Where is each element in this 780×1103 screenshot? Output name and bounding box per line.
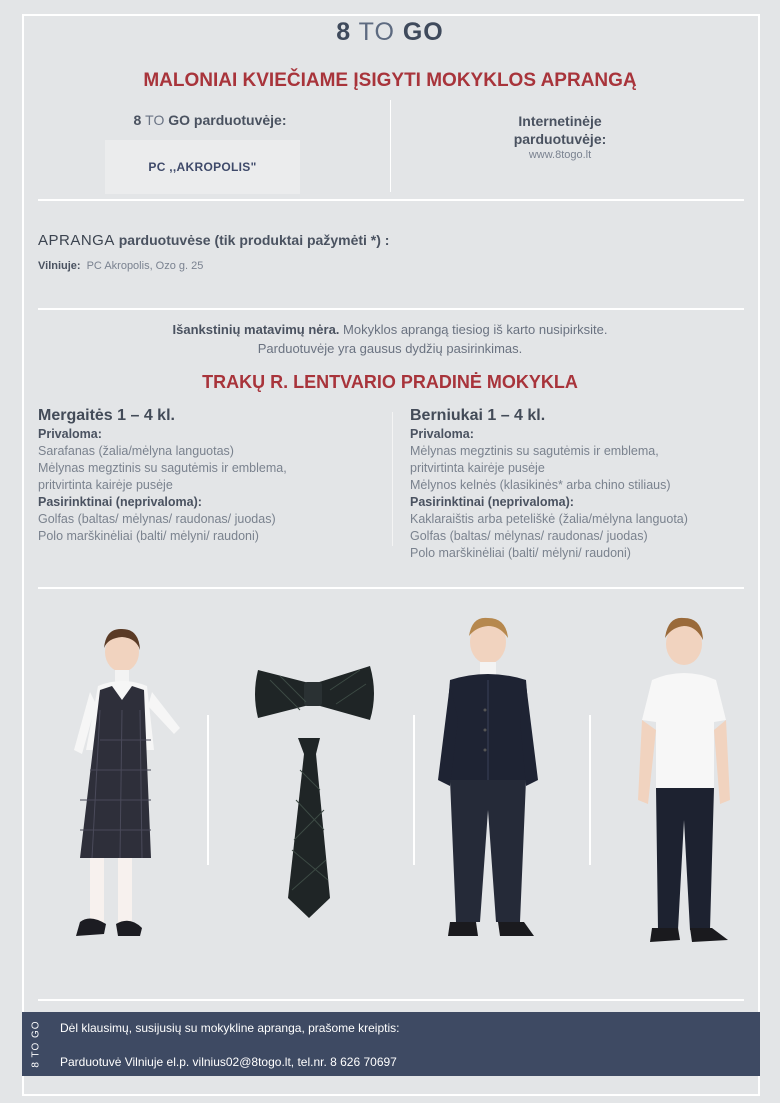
list-item: Mėlynos kelnės (klasikinės* arba chino stiliaus): [410, 478, 671, 492]
divider: [38, 999, 744, 1001]
products-illustration: [30, 600, 750, 1000]
product-divider: [413, 715, 415, 865]
school-title: TRAKŲ R. LENTVARIO PRADINĖ MOKYKLA: [202, 372, 578, 392]
divider: [38, 587, 744, 589]
product-divider: [207, 715, 209, 865]
girls-optional-label: Pasirinktinai (neprivaloma):: [38, 495, 202, 509]
girls-title: Mergaitės 1 – 4 kl.: [38, 407, 175, 424]
headline: MALONIAI KVIEČIAME ĮSIGYTI MOKYKLOS APRANGĄ: [143, 70, 637, 91]
necktie-image: [288, 738, 330, 918]
divider: [38, 199, 744, 201]
list-item: Mėlynas megztinis su sagutėmis ir emblema,: [38, 461, 287, 475]
footer-contact-bar: [22, 1012, 760, 1076]
product-divider: [589, 715, 591, 865]
list-item: Golfas (baltas/ mėlynas/ raudonas/ juodas): [38, 512, 276, 526]
girls-required-label: Privaloma:: [38, 427, 102, 441]
footer-logo: 8 TO GO: [30, 1020, 42, 1068]
measurement-note: Išankstinių matavimų nėra. Mokyklos aprangą tiesiog iš karto nusipirksite. Parduotuvėje yra gausus dydžių pasirinkimas.: [172, 322, 608, 356]
list-item: pritvirtinta kairėje pusėje: [410, 461, 545, 475]
list-item: Mėlynas megztinis su sagutėmis ir emblema,: [410, 444, 659, 458]
apranga-address: Vilniuje: PC Akropolis, Ozo g. 25: [38, 260, 204, 272]
shop-location: PC ,,AKROPOLIS": [105, 140, 300, 194]
boy-cardigan-image: [438, 618, 538, 936]
list-item: pritvirtinta kairėje pusėje: [38, 478, 173, 492]
bow-tie-image: [255, 666, 374, 720]
divider: [38, 308, 744, 310]
boys-required-label: Privaloma:: [410, 427, 474, 441]
boys-title: Berniukai 1 – 4 kl.: [410, 407, 546, 424]
footer-contact-details[interactable]: Parduotuvė Vilniuje el.p. vilnius02@8togo.lt, tel.nr. 8 626 70697: [60, 1055, 397, 1069]
list-item: Polo marškinėliai (balti/ mėlyni/ raudoni): [38, 529, 259, 543]
apranga-stores-line: APRANGA parduotuvėse (tik produktai pažymėti *) :: [38, 232, 390, 249]
column-divider: [392, 412, 393, 546]
list-item: Sarafanas (žalia/mėlyna languotas): [38, 444, 234, 458]
list-item: Golfas (baltas/ mėlynas/ raudonas/ juodas): [410, 529, 648, 543]
online-shop-title: Internetinėje parduotuvėje:: [513, 113, 607, 147]
boys-column: [410, 406, 740, 562]
footer-contact-intro: Dėl klausimų, susijusių su mokykline apranga, prašome kreiptis:: [60, 1021, 400, 1035]
online-shop-url[interactable]: www.8togo.lt: [528, 149, 592, 161]
shop-title: 8 TO GO parduotuvėje:: [133, 112, 287, 128]
girl-pinafore-image: [74, 629, 180, 936]
boy-polo-image: [638, 618, 730, 942]
list-item: Kaklaraištis arba peteliškė (žalia/mėlyna languota): [410, 512, 688, 526]
list-item: Polo marškinėliai (balti/ mėlyni/ raudoni): [410, 546, 631, 560]
brand-logo: 8 TO GO: [336, 18, 444, 46]
store-divider: [390, 100, 391, 192]
girls-column: [38, 406, 368, 545]
boys-optional-label: Pasirinktinai (neprivaloma):: [410, 495, 574, 509]
